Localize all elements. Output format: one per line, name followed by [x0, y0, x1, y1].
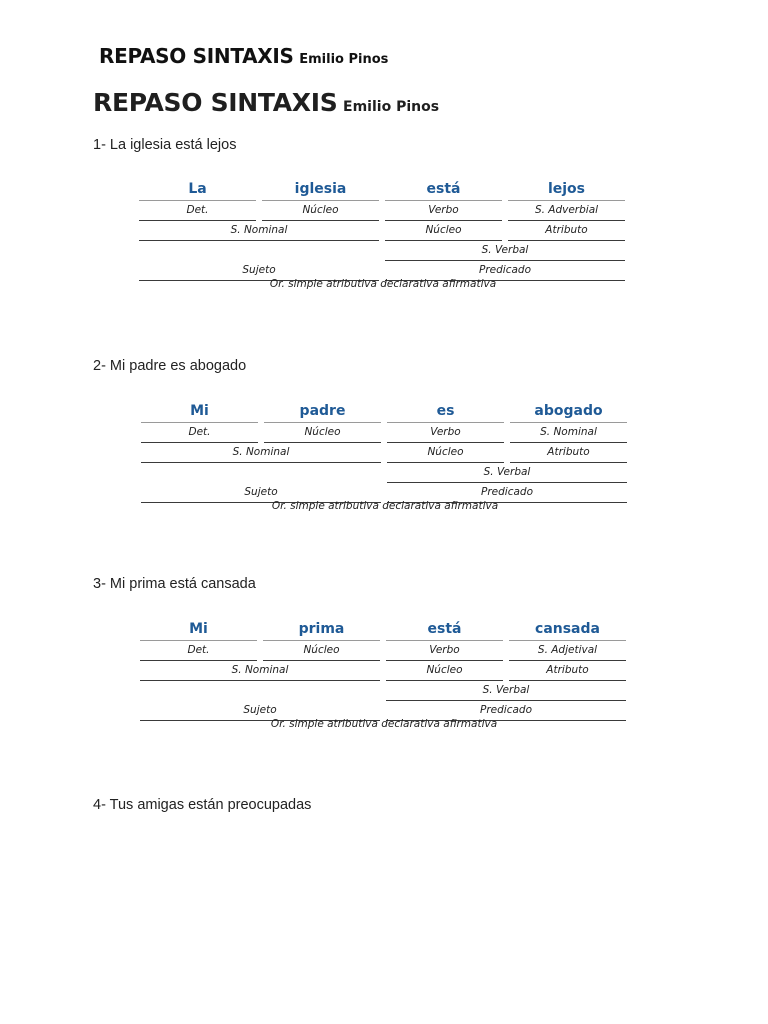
- subject-group-cell: S. Nominal: [141, 442, 381, 463]
- word-cell: es: [387, 398, 504, 423]
- syntax-analysis-3: [140, 616, 628, 741]
- function-cell: S. Adjetival: [509, 640, 626, 661]
- predicate-cell: Predicado: [385, 260, 625, 281]
- header-title: REPASO SINTAXIS: [99, 44, 294, 68]
- syntax-analysis-1: [139, 176, 627, 301]
- subject-cell: Sujeto: [139, 260, 379, 281]
- word-cell: lejos: [508, 176, 625, 201]
- function-cell: Núcleo: [262, 200, 379, 221]
- predicate-cell: Predicado: [387, 482, 627, 503]
- complement-cell: Atributo: [509, 660, 626, 681]
- function-cell: Núcleo: [264, 422, 381, 443]
- subject-cell: Sujeto: [141, 482, 381, 503]
- header-author: Emilio Pinos: [299, 52, 389, 67]
- word-cell: abogado: [510, 398, 627, 423]
- word-cell: padre: [264, 398, 381, 423]
- document-heading: [93, 88, 439, 117]
- word-cell: Mi: [141, 398, 258, 423]
- word-cell: está: [385, 176, 502, 201]
- exercise-title-2: 2- Mi padre es abogado: [93, 358, 247, 374]
- function-cell: Verbo: [387, 422, 504, 443]
- sentence-type: Or. simple atributiva declarativa afirmativa: [270, 718, 498, 730]
- exercise-title-3: 3- Mi prima está cansada: [93, 576, 256, 592]
- function-cell: Verbo: [386, 640, 503, 661]
- subject-cell: Sujeto: [140, 700, 380, 721]
- exercise-title-1: 1- La iglesia está lejos: [93, 137, 237, 153]
- heading-title: REPASO SINTAXIS: [93, 88, 338, 117]
- word-cell: Mi: [140, 616, 257, 641]
- function-cell: Núcleo: [263, 640, 380, 661]
- predicate-cell: Predicado: [386, 700, 626, 721]
- verbal-group-cell: S. Verbal: [387, 462, 627, 483]
- function-cell: Det.: [141, 422, 258, 443]
- verb-core-cell: Núcleo: [386, 660, 503, 681]
- function-cell: Verbo: [385, 200, 502, 221]
- heading-author: Emilio Pinos: [343, 99, 440, 115]
- word-cell: cansada: [509, 616, 626, 641]
- page-header: [99, 44, 388, 68]
- verbal-group-cell: S. Verbal: [385, 240, 625, 261]
- complement-cell: Atributo: [508, 220, 625, 241]
- function-cell: Det.: [140, 640, 257, 661]
- function-cell: S. Adverbial: [508, 200, 625, 221]
- subject-group-cell: S. Nominal: [139, 220, 379, 241]
- word-cell: prima: [263, 616, 380, 641]
- function-cell: Det.: [139, 200, 256, 221]
- verbal-group-cell: S. Verbal: [386, 680, 626, 701]
- word-cell: está: [386, 616, 503, 641]
- syntax-analysis-2: [141, 398, 629, 523]
- verb-core-cell: Núcleo: [387, 442, 504, 463]
- word-cell: La: [139, 176, 256, 201]
- complement-cell: Atributo: [510, 442, 627, 463]
- function-cell: S. Nominal: [510, 422, 627, 443]
- subject-group-cell: S. Nominal: [140, 660, 380, 681]
- sentence-type: Or. simple atributiva declarativa afirmativa: [271, 500, 499, 512]
- exercise-title-4: 4- Tus amigas están preocupadas: [93, 797, 312, 813]
- word-cell: iglesia: [262, 176, 379, 201]
- verb-core-cell: Núcleo: [385, 220, 502, 241]
- sentence-type: Or. simple atributiva declarativa afirmativa: [269, 278, 497, 290]
